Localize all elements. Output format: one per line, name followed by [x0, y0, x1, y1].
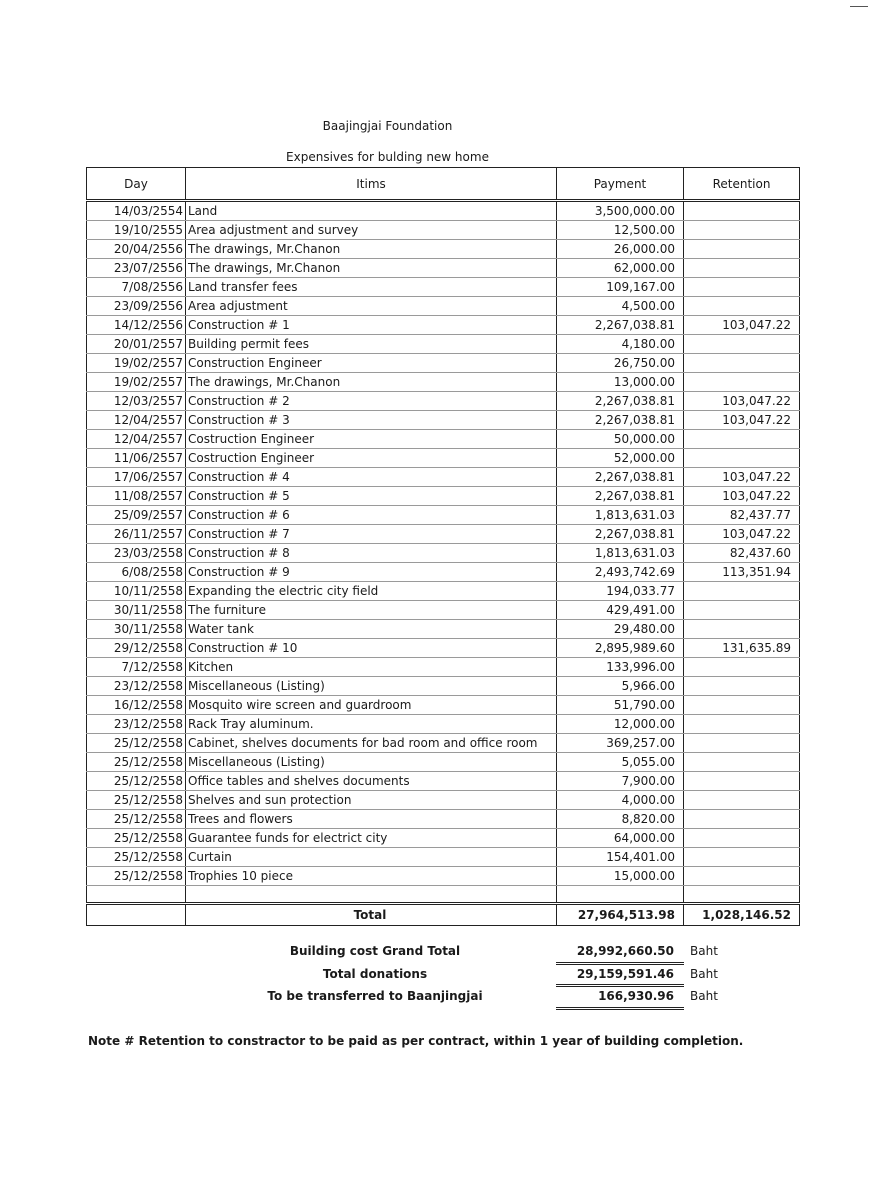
row-day: 25/12/2558	[87, 753, 186, 772]
row-day: 20/01/2557	[87, 335, 186, 354]
row-item: The drawings, Mr.Chanon	[186, 259, 557, 278]
row-payment: 194,033.77	[557, 582, 684, 601]
blank-cell	[186, 886, 557, 904]
table-row	[87, 867, 800, 886]
row-item: Curtain	[186, 848, 557, 867]
row-payment: 154,401.00	[557, 848, 684, 867]
row-day: 12/04/2557	[87, 430, 186, 449]
row-retention: 82,437.60	[684, 544, 800, 563]
row-item: Construction # 8	[186, 544, 557, 563]
table-row	[87, 544, 800, 563]
total-label: Total	[186, 904, 557, 926]
row-item: Costruction Engineer	[186, 449, 557, 468]
row-day: 16/12/2558	[87, 696, 186, 715]
transfer-label: To be transferred to Baanjingjai	[267, 989, 483, 1003]
row-item: Costruction Engineer	[186, 430, 557, 449]
row-day: 25/12/2558	[87, 734, 186, 753]
table-row	[87, 487, 800, 506]
blank-cell	[684, 886, 800, 904]
table-row	[87, 506, 800, 525]
row-payment: 2,267,038.81	[557, 411, 684, 430]
table-blank-row	[87, 886, 800, 904]
row-retention	[684, 601, 800, 620]
row-retention: 103,047.22	[684, 411, 800, 430]
row-payment: 51,790.00	[557, 696, 684, 715]
row-item: Guarantee funds for electrict city	[186, 829, 557, 848]
row-item: Area adjustment and survey	[186, 221, 557, 240]
row-retention	[684, 772, 800, 791]
table-row	[87, 449, 800, 468]
row-item: Construction # 5	[186, 487, 557, 506]
row-retention	[684, 848, 800, 867]
table-row	[87, 810, 800, 829]
row-item: Trophies 10 piece	[186, 867, 557, 886]
table-row	[87, 658, 800, 677]
blank-cell	[87, 886, 186, 904]
table-row	[87, 259, 800, 278]
row-payment: 26,750.00	[557, 354, 684, 373]
row-item: Kitchen	[186, 658, 557, 677]
row-payment: 62,000.00	[557, 259, 684, 278]
table-total-row	[87, 904, 800, 926]
table-row	[87, 278, 800, 297]
row-retention	[684, 201, 800, 221]
row-payment: 52,000.00	[557, 449, 684, 468]
row-retention	[684, 715, 800, 734]
row-retention: 82,437.77	[684, 506, 800, 525]
row-day: 30/11/2558	[87, 620, 186, 639]
row-item: Construction # 7	[186, 525, 557, 544]
row-retention	[684, 696, 800, 715]
column-header-payment: Payment	[557, 168, 684, 201]
row-day: 25/12/2558	[87, 772, 186, 791]
row-day: 23/03/2558	[87, 544, 186, 563]
row-payment: 109,167.00	[557, 278, 684, 297]
row-payment: 5,966.00	[557, 677, 684, 696]
row-payment: 2,267,038.81	[557, 316, 684, 335]
table-row	[87, 620, 800, 639]
double-underline	[556, 962, 684, 965]
row-item: Trees and flowers	[186, 810, 557, 829]
table-row	[87, 601, 800, 620]
row-item: Construction # 4	[186, 468, 557, 487]
row-day: 11/06/2557	[87, 449, 186, 468]
row-retention	[684, 297, 800, 316]
row-day: 19/10/2555	[87, 221, 186, 240]
row-payment: 50,000.00	[557, 430, 684, 449]
row-item: The drawings, Mr.Chanon	[186, 240, 557, 259]
row-payment: 8,820.00	[557, 810, 684, 829]
organization-name: Baajingjai Foundation	[322, 119, 453, 133]
donations-row	[0, 967, 873, 987]
row-item: Construction # 10	[186, 639, 557, 658]
row-payment: 133,996.00	[557, 658, 684, 677]
transfer-unit: Baht	[690, 989, 718, 1003]
row-payment: 2,267,038.81	[557, 525, 684, 544]
table-row	[87, 392, 800, 411]
total-payment: 27,964,513.98	[557, 904, 684, 926]
table-row	[87, 354, 800, 373]
row-retention	[684, 278, 800, 297]
row-day: 19/02/2557	[87, 373, 186, 392]
double-underline	[556, 984, 684, 987]
row-retention	[684, 677, 800, 696]
table-row	[87, 753, 800, 772]
row-retention	[684, 658, 800, 677]
row-retention	[684, 791, 800, 810]
row-day: 25/12/2558	[87, 848, 186, 867]
row-item: Construction # 6	[186, 506, 557, 525]
transfer-row	[0, 989, 873, 1009]
retention-note: Note # Retention to constractor to be paid as per contract, within 1 year of building completion.	[88, 1034, 744, 1048]
row-retention	[684, 867, 800, 886]
table-row	[87, 525, 800, 544]
double-underline	[556, 1007, 684, 1010]
row-retention	[684, 829, 800, 848]
row-item: Construction Engineer	[186, 354, 557, 373]
row-payment: 2,267,038.81	[557, 487, 684, 506]
row-day: 23/09/2556	[87, 297, 186, 316]
row-item: Water tank	[186, 620, 557, 639]
donations-unit: Baht	[690, 967, 718, 981]
table-row	[87, 696, 800, 715]
table-row	[87, 829, 800, 848]
row-payment: 7,900.00	[557, 772, 684, 791]
row-retention	[684, 221, 800, 240]
row-item: Land transfer fees	[186, 278, 557, 297]
row-retention: 113,351.94	[684, 563, 800, 582]
table-row	[87, 201, 800, 221]
table-row	[87, 411, 800, 430]
row-day: 23/12/2558	[87, 677, 186, 696]
row-payment: 4,000.00	[557, 791, 684, 810]
row-item: Area adjustment	[186, 297, 557, 316]
row-item: Construction # 9	[186, 563, 557, 582]
row-day: 7/08/2556	[87, 278, 186, 297]
column-header-items: Itims	[186, 168, 557, 201]
row-retention	[684, 259, 800, 278]
row-retention: 103,047.22	[684, 487, 800, 506]
row-retention	[684, 734, 800, 753]
row-day: 30/11/2558	[87, 601, 186, 620]
row-payment: 29,480.00	[557, 620, 684, 639]
row-day: 26/11/2557	[87, 525, 186, 544]
row-payment: 3,500,000.00	[557, 201, 684, 221]
row-payment: 64,000.00	[557, 829, 684, 848]
row-item: Land	[186, 201, 557, 221]
row-day: 14/03/2554	[87, 201, 186, 221]
row-day: 25/12/2558	[87, 829, 186, 848]
row-payment: 2,267,038.81	[557, 468, 684, 487]
row-retention: 103,047.22	[684, 392, 800, 411]
row-payment: 4,500.00	[557, 297, 684, 316]
row-item: Expanding the electric city field	[186, 582, 557, 601]
table-row	[87, 791, 800, 810]
row-item: Miscellaneous (Listing)	[186, 753, 557, 772]
donations-label: Total donations	[322, 967, 428, 981]
table-row	[87, 373, 800, 392]
table-row	[87, 563, 800, 582]
table-row	[87, 335, 800, 354]
table-row	[87, 316, 800, 335]
row-day: 23/12/2558	[87, 715, 186, 734]
row-day: 11/08/2557	[87, 487, 186, 506]
total-retention: 1,028,146.52	[684, 904, 800, 926]
row-day: 25/12/2558	[87, 791, 186, 810]
row-retention	[684, 240, 800, 259]
page-edge-mark	[850, 6, 868, 7]
row-day: 20/04/2556	[87, 240, 186, 259]
row-item: The drawings, Mr.Chanon	[186, 373, 557, 392]
blank-cell	[557, 886, 684, 904]
row-item: Office tables and shelves documents	[186, 772, 557, 791]
row-payment: 1,813,631.03	[557, 544, 684, 563]
row-retention: 103,047.22	[684, 468, 800, 487]
grand-total-value: 28,992,660.50	[576, 944, 674, 958]
row-retention	[684, 354, 800, 373]
row-item: Construction # 2	[186, 392, 557, 411]
row-item: Rack Tray aluminum.	[186, 715, 557, 734]
row-payment: 12,500.00	[557, 221, 684, 240]
grand-total-unit: Baht	[690, 944, 718, 958]
row-item: Construction # 3	[186, 411, 557, 430]
row-day: 12/04/2557	[87, 411, 186, 430]
row-item: The furniture	[186, 601, 557, 620]
row-retention: 131,635.89	[684, 639, 800, 658]
document-title: Expensives for bulding new home	[286, 150, 489, 164]
row-payment: 369,257.00	[557, 734, 684, 753]
table-row	[87, 297, 800, 316]
row-payment: 12,000.00	[557, 715, 684, 734]
row-payment: 13,000.00	[557, 373, 684, 392]
row-item: Building permit fees	[186, 335, 557, 354]
row-item: Construction # 1	[186, 316, 557, 335]
row-payment: 2,267,038.81	[557, 392, 684, 411]
table-row	[87, 677, 800, 696]
grand-total-label: Building cost Grand Total	[289, 944, 461, 958]
row-day: 12/03/2557	[87, 392, 186, 411]
total-day-cell	[87, 904, 186, 926]
row-item: Miscellaneous (Listing)	[186, 677, 557, 696]
row-payment: 2,895,989.60	[557, 639, 684, 658]
row-day: 29/12/2558	[87, 639, 186, 658]
table-row	[87, 734, 800, 753]
grand-total-row	[0, 944, 873, 964]
table-row	[87, 430, 800, 449]
table-row	[87, 848, 800, 867]
table-row	[87, 772, 800, 791]
row-item: Cabinet, shelves documents for bad room and office room	[186, 734, 557, 753]
row-retention	[684, 753, 800, 772]
table-header-row	[87, 168, 800, 201]
table-row	[87, 221, 800, 240]
expense-table-body	[87, 201, 800, 886]
row-payment: 26,000.00	[557, 240, 684, 259]
row-retention	[684, 449, 800, 468]
row-payment: 1,813,631.03	[557, 506, 684, 525]
row-payment: 15,000.00	[557, 867, 684, 886]
row-payment: 4,180.00	[557, 335, 684, 354]
row-day: 6/08/2558	[87, 563, 186, 582]
row-retention	[684, 810, 800, 829]
row-day: 7/12/2558	[87, 658, 186, 677]
row-retention	[684, 582, 800, 601]
row-item: Shelves and sun protection	[186, 791, 557, 810]
row-payment: 2,493,742.69	[557, 563, 684, 582]
table-row	[87, 582, 800, 601]
table-row	[87, 240, 800, 259]
row-day: 17/06/2557	[87, 468, 186, 487]
donations-value: 29,159,591.46	[576, 967, 674, 981]
row-day: 25/09/2557	[87, 506, 186, 525]
transfer-value: 166,930.96	[598, 989, 674, 1003]
row-retention	[684, 335, 800, 354]
expense-table	[86, 167, 800, 926]
row-retention	[684, 430, 800, 449]
row-retention: 103,047.22	[684, 316, 800, 335]
row-retention: 103,047.22	[684, 525, 800, 544]
row-day: 25/12/2558	[87, 810, 186, 829]
row-day: 25/12/2558	[87, 867, 186, 886]
row-item: Mosquito wire screen and guardroom	[186, 696, 557, 715]
row-day: 10/11/2558	[87, 582, 186, 601]
table-row	[87, 639, 800, 658]
row-payment: 429,491.00	[557, 601, 684, 620]
column-header-day: Day	[87, 168, 186, 201]
column-header-retention: Retention	[684, 168, 800, 201]
row-day: 19/02/2557	[87, 354, 186, 373]
row-day: 23/07/2556	[87, 259, 186, 278]
row-payment: 5,055.00	[557, 753, 684, 772]
table-row	[87, 715, 800, 734]
row-day: 14/12/2556	[87, 316, 186, 335]
table-row	[87, 468, 800, 487]
row-retention	[684, 620, 800, 639]
row-retention	[684, 373, 800, 392]
